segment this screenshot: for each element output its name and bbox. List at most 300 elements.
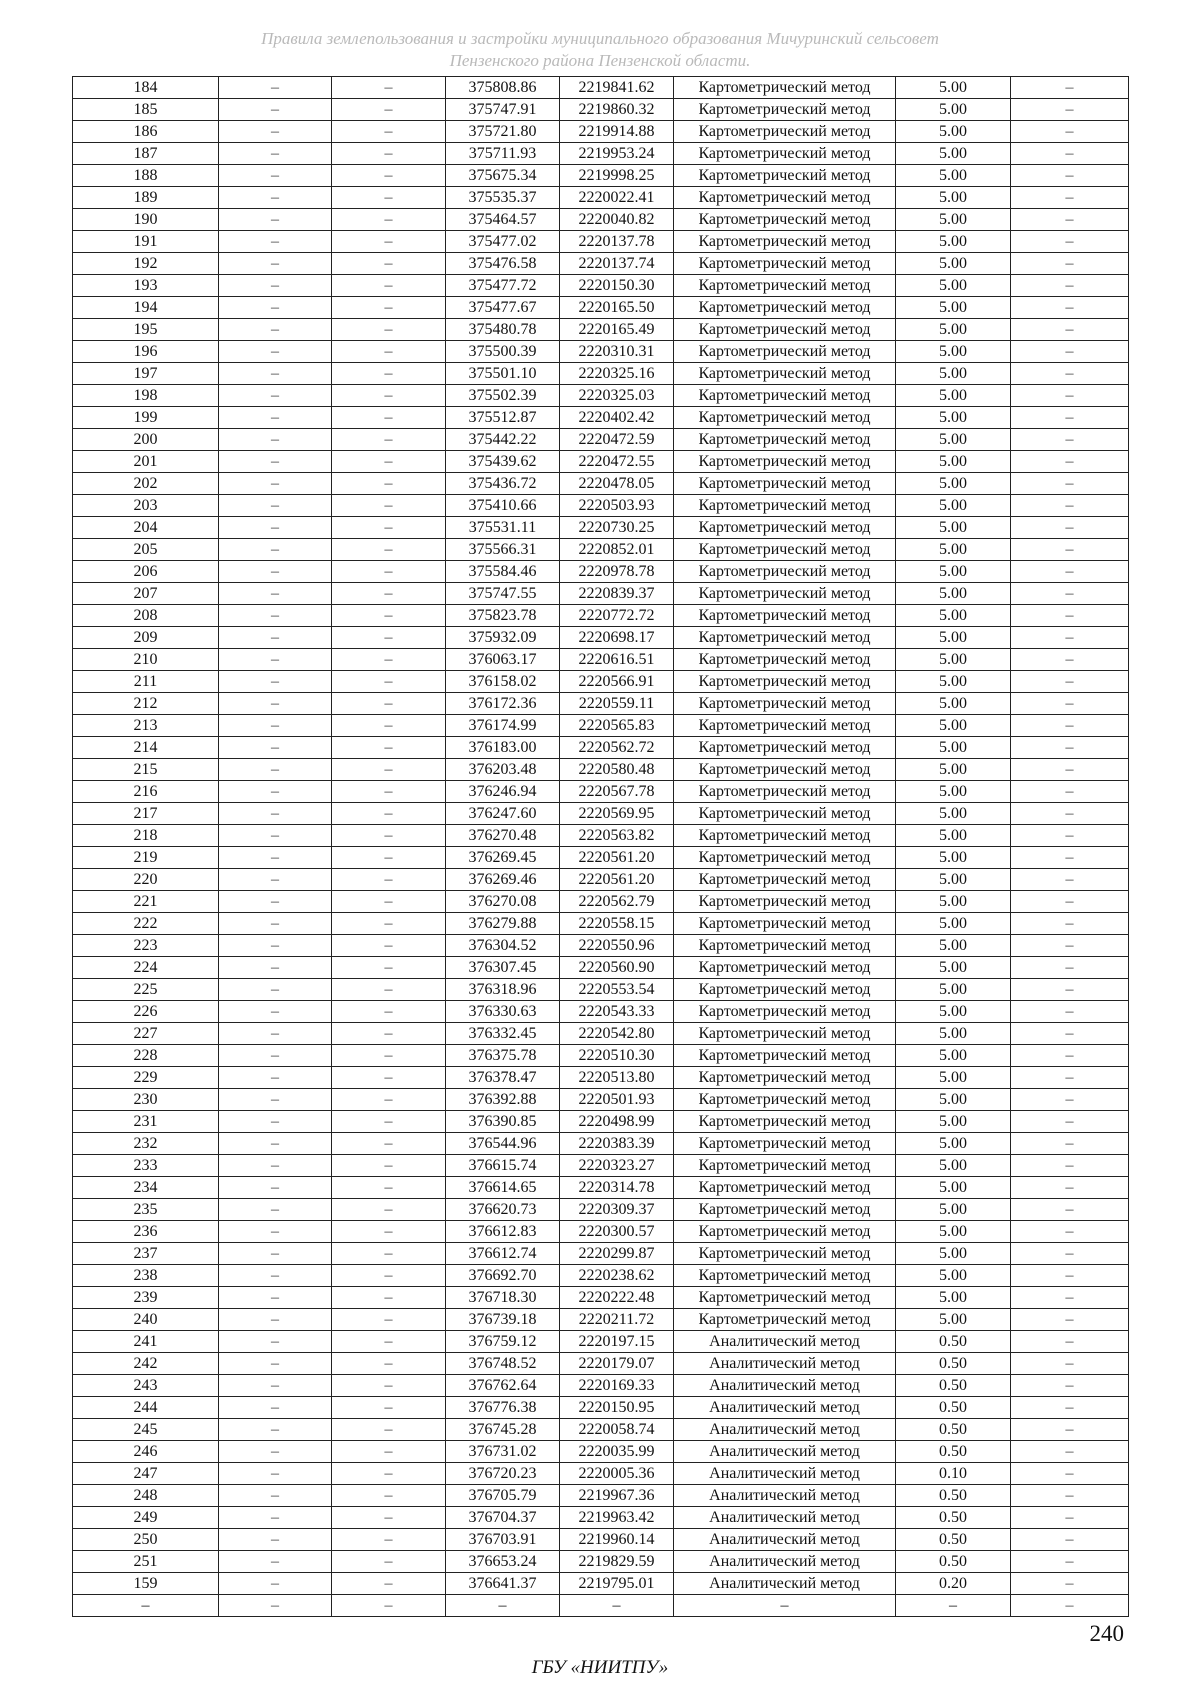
table-row [73, 715, 1129, 737]
empty-cell: – [219, 1023, 332, 1045]
method-cell: Картометрический метод [674, 803, 896, 825]
point-number-cell: 195 [73, 319, 219, 341]
point-number-cell: 245 [73, 1419, 219, 1441]
x-coordinate-cell: 375512.87 [446, 407, 560, 429]
empty-cell: – [1011, 1111, 1129, 1133]
accuracy-cell: 5.00 [896, 143, 1011, 165]
y-coordinate-cell: 2220472.59 [560, 429, 674, 451]
method-cell: Аналитический метод [674, 1419, 896, 1441]
accuracy-cell: 5.00 [896, 1155, 1011, 1177]
method-cell: Картометрический метод [674, 1309, 896, 1331]
empty-cell: – [332, 1595, 446, 1617]
y-coordinate-cell: 2220561.20 [560, 869, 674, 891]
method-cell: Картометрический метод [674, 957, 896, 979]
table-row [73, 1463, 1129, 1485]
table-row [73, 165, 1129, 187]
x-coordinate-cell: 375808.86 [446, 77, 560, 99]
table-row [73, 1199, 1129, 1221]
x-coordinate-cell: 376174.99 [446, 715, 560, 737]
accuracy-cell: 5.00 [896, 583, 1011, 605]
point-number-cell: 220 [73, 869, 219, 891]
empty-cell: – [219, 913, 332, 935]
empty-cell: – [219, 847, 332, 869]
empty-cell: – [1011, 1353, 1129, 1375]
method-cell: Картометрический метод [674, 99, 896, 121]
empty-cell: – [332, 319, 446, 341]
empty-cell: – [219, 275, 332, 297]
point-number-cell: 226 [73, 1001, 219, 1023]
empty-cell: – [332, 825, 446, 847]
table-row [73, 1111, 1129, 1133]
x-coordinate-cell: 376183.00 [446, 737, 560, 759]
accuracy-cell: 5.00 [896, 1177, 1011, 1199]
y-coordinate-cell: 2220558.15 [560, 913, 674, 935]
x-coordinate-cell: 375721.80 [446, 121, 560, 143]
y-coordinate-cell: 2220543.33 [560, 1001, 674, 1023]
point-number-cell: 207 [73, 583, 219, 605]
table-row [73, 583, 1129, 605]
method-cell: Картометрический метод [674, 979, 896, 1001]
empty-cell: – [1011, 1243, 1129, 1265]
table-row [73, 1375, 1129, 1397]
accuracy-cell: 5.00 [896, 297, 1011, 319]
empty-cell: – [332, 1067, 446, 1089]
point-number-cell: 225 [73, 979, 219, 1001]
x-coordinate-cell: 375711.93 [446, 143, 560, 165]
accuracy-cell: 0.20 [896, 1573, 1011, 1595]
table-row [73, 913, 1129, 935]
x-coordinate-cell: 376246.94 [446, 781, 560, 803]
method-cell: Картометрический метод [674, 891, 896, 913]
x-coordinate-cell: 376692.70 [446, 1265, 560, 1287]
method-cell: Аналитический метод [674, 1463, 896, 1485]
empty-cell: – [1011, 473, 1129, 495]
point-number-cell: 203 [73, 495, 219, 517]
accuracy-cell: 5.00 [896, 319, 1011, 341]
table-row [73, 1397, 1129, 1419]
point-number-cell: 187 [73, 143, 219, 165]
empty-cell: – [1011, 957, 1129, 979]
y-coordinate-cell: 2220560.90 [560, 957, 674, 979]
accuracy-cell: 5.00 [896, 1089, 1011, 1111]
accuracy-cell: 5.00 [896, 187, 1011, 209]
empty-cell: – [1011, 1089, 1129, 1111]
empty-cell: – [332, 473, 446, 495]
y-coordinate-cell: 2220565.83 [560, 715, 674, 737]
method-cell: Картометрический метод [674, 473, 896, 495]
empty-cell: – [1011, 693, 1129, 715]
accuracy-cell: 0.50 [896, 1419, 1011, 1441]
accuracy-cell: 5.00 [896, 891, 1011, 913]
empty-cell: – [219, 319, 332, 341]
empty-cell: – [1011, 1529, 1129, 1551]
accuracy-cell: 0.10 [896, 1463, 1011, 1485]
y-coordinate-cell: 2220567.78 [560, 781, 674, 803]
x-coordinate-cell: 376270.48 [446, 825, 560, 847]
method-cell: Картометрический метод [674, 1133, 896, 1155]
point-number-cell: 191 [73, 231, 219, 253]
method-cell: Аналитический метод [674, 1529, 896, 1551]
y-coordinate-cell: 2220150.30 [560, 275, 674, 297]
empty-cell: – [219, 1177, 332, 1199]
empty-cell: – [219, 1287, 332, 1309]
y-coordinate-cell: 2219967.36 [560, 1485, 674, 1507]
table-row [73, 363, 1129, 385]
x-coordinate-cell: 376269.45 [446, 847, 560, 869]
empty-cell: – [332, 803, 446, 825]
accuracy-cell: 0.50 [896, 1397, 1011, 1419]
empty-cell: – [219, 561, 332, 583]
method-cell: Картометрический метод [674, 231, 896, 253]
empty-cell: – [219, 715, 332, 737]
empty-cell: – [332, 341, 446, 363]
accuracy-cell: 5.00 [896, 539, 1011, 561]
table-row [73, 1221, 1129, 1243]
table-row [73, 385, 1129, 407]
x-coordinate-cell: 376745.28 [446, 1419, 560, 1441]
accuracy-cell: 5.00 [896, 451, 1011, 473]
x-coordinate-cell: 376247.60 [446, 803, 560, 825]
x-coordinate-cell: 376653.24 [446, 1551, 560, 1573]
table-row [73, 1551, 1129, 1573]
y-coordinate-cell: 2220150.95 [560, 1397, 674, 1419]
empty-cell: – [332, 1375, 446, 1397]
empty-cell: – [1011, 253, 1129, 275]
empty-cell: – [332, 1089, 446, 1111]
method-cell: Картометрический метод [674, 715, 896, 737]
point-number-cell: 251 [73, 1551, 219, 1573]
x-coordinate-cell: 376776.38 [446, 1397, 560, 1419]
x-coordinate-cell: 375410.66 [446, 495, 560, 517]
accuracy-cell: 0.50 [896, 1331, 1011, 1353]
point-number-cell: 236 [73, 1221, 219, 1243]
empty-cell: – [1011, 1485, 1129, 1507]
accuracy-cell: 5.00 [896, 1133, 1011, 1155]
empty-cell: – [1011, 363, 1129, 385]
y-coordinate-cell: 2220503.93 [560, 495, 674, 517]
empty-cell: – [219, 253, 332, 275]
x-coordinate-cell: 375932.09 [446, 627, 560, 649]
empty-cell: – [332, 715, 446, 737]
point-number-cell: 229 [73, 1067, 219, 1089]
empty-cell: – [1011, 165, 1129, 187]
accuracy-cell: 5.00 [896, 979, 1011, 1001]
point-number-cell: 241 [73, 1331, 219, 1353]
point-number-cell: 216 [73, 781, 219, 803]
empty-cell: – [1011, 561, 1129, 583]
y-coordinate-cell: 2220005.36 [560, 1463, 674, 1485]
empty-cell: – [332, 407, 446, 429]
method-cell: Картометрический метод [674, 1067, 896, 1089]
x-coordinate-cell: 375477.02 [446, 231, 560, 253]
method-cell: Картометрический метод [674, 869, 896, 891]
table-row [73, 891, 1129, 913]
x-coordinate-cell: 376620.73 [446, 1199, 560, 1221]
method-cell: Картометрический метод [674, 1287, 896, 1309]
accuracy-cell: 0.50 [896, 1507, 1011, 1529]
empty-cell: – [332, 1309, 446, 1331]
accuracy-cell: 5.00 [896, 649, 1011, 671]
y-coordinate-cell: 2219860.32 [560, 99, 674, 121]
empty-cell: – [1011, 1397, 1129, 1419]
empty-cell: – [1011, 1199, 1129, 1221]
empty-cell: – [1011, 275, 1129, 297]
y-coordinate-cell: 2220478.05 [560, 473, 674, 495]
accuracy-cell: 0.50 [896, 1485, 1011, 1507]
table-row [73, 99, 1129, 121]
x-coordinate-cell: 376615.74 [446, 1155, 560, 1177]
point-number-cell: 243 [73, 1375, 219, 1397]
empty-cell: – [219, 209, 332, 231]
y-coordinate-cell: – [560, 1595, 674, 1617]
point-number-cell: 197 [73, 363, 219, 385]
accuracy-cell: 5.00 [896, 231, 1011, 253]
empty-cell: – [219, 297, 332, 319]
accuracy-cell: 0.50 [896, 1441, 1011, 1463]
empty-cell: – [1011, 847, 1129, 869]
point-number-cell: 238 [73, 1265, 219, 1287]
empty-cell: – [332, 1133, 446, 1155]
empty-cell: – [332, 935, 446, 957]
empty-cell: – [219, 1045, 332, 1067]
accuracy-cell: 5.00 [896, 209, 1011, 231]
method-cell: Картометрический метод [674, 561, 896, 583]
table-row [73, 1023, 1129, 1045]
accuracy-cell: 5.00 [896, 495, 1011, 517]
empty-cell: – [332, 671, 446, 693]
empty-cell: – [219, 1133, 332, 1155]
y-coordinate-cell: 2220325.16 [560, 363, 674, 385]
table-row [73, 209, 1129, 231]
point-number-cell: 250 [73, 1529, 219, 1551]
accuracy-cell: 5.00 [896, 825, 1011, 847]
empty-cell: – [332, 1001, 446, 1023]
x-coordinate-cell: 376318.96 [446, 979, 560, 1001]
y-coordinate-cell: 2220325.03 [560, 385, 674, 407]
accuracy-cell: 5.00 [896, 671, 1011, 693]
table-row [73, 539, 1129, 561]
x-coordinate-cell: 376704.37 [446, 1507, 560, 1529]
point-number-cell: 188 [73, 165, 219, 187]
table-row [73, 803, 1129, 825]
method-cell: Картометрический метод [674, 275, 896, 297]
table-row [73, 121, 1129, 143]
point-number-cell: 248 [73, 1485, 219, 1507]
x-coordinate-cell: 375439.62 [446, 451, 560, 473]
x-coordinate-cell: 376720.23 [446, 1463, 560, 1485]
point-number-cell: 200 [73, 429, 219, 451]
method-cell: Картометрический метод [674, 913, 896, 935]
y-coordinate-cell: 2220165.50 [560, 297, 674, 319]
method-cell: Картометрический метод [674, 539, 896, 561]
point-number-cell: 199 [73, 407, 219, 429]
point-number-cell: – [73, 1595, 219, 1617]
method-cell: Картометрический метод [674, 1221, 896, 1243]
table-row [73, 407, 1129, 429]
y-coordinate-cell: 2219998.25 [560, 165, 674, 187]
table-row [73, 671, 1129, 693]
empty-cell: – [219, 627, 332, 649]
accuracy-cell: 5.00 [896, 517, 1011, 539]
accuracy-cell: 5.00 [896, 605, 1011, 627]
table-row [73, 1485, 1129, 1507]
y-coordinate-cell: 2220559.11 [560, 693, 674, 715]
empty-cell: – [219, 781, 332, 803]
table-row [73, 781, 1129, 803]
y-coordinate-cell: 2220730.25 [560, 517, 674, 539]
y-coordinate-cell: 2220402.42 [560, 407, 674, 429]
empty-cell: – [332, 1265, 446, 1287]
table-row [73, 825, 1129, 847]
empty-cell: – [219, 187, 332, 209]
x-coordinate-cell: 376748.52 [446, 1353, 560, 1375]
empty-cell: – [219, 693, 332, 715]
empty-cell: – [219, 1353, 332, 1375]
method-cell: Картометрический метод [674, 583, 896, 605]
empty-cell: – [219, 539, 332, 561]
empty-cell: – [1011, 1441, 1129, 1463]
empty-cell: – [332, 1419, 446, 1441]
method-cell: Картометрический метод [674, 693, 896, 715]
empty-cell: – [219, 165, 332, 187]
table-row [73, 1155, 1129, 1177]
point-number-cell: 239 [73, 1287, 219, 1309]
empty-cell: – [332, 275, 446, 297]
accuracy-cell: 5.00 [896, 1067, 1011, 1089]
empty-cell: – [219, 1463, 332, 1485]
empty-cell: – [1011, 583, 1129, 605]
method-cell: Картометрический метод [674, 737, 896, 759]
empty-cell: – [1011, 451, 1129, 473]
coordinates-table-body [73, 77, 1129, 1617]
point-number-cell: 218 [73, 825, 219, 847]
empty-cell: – [219, 583, 332, 605]
accuracy-cell: 5.00 [896, 473, 1011, 495]
empty-cell: – [219, 231, 332, 253]
table-row [73, 1001, 1129, 1023]
x-coordinate-cell: 375531.11 [446, 517, 560, 539]
method-cell: Картометрический метод [674, 385, 896, 407]
point-number-cell: 237 [73, 1243, 219, 1265]
y-coordinate-cell: 2219963.42 [560, 1507, 674, 1529]
accuracy-cell: 5.00 [896, 913, 1011, 935]
method-cell: Картометрический метод [674, 671, 896, 693]
x-coordinate-cell: 376731.02 [446, 1441, 560, 1463]
point-number-cell: 184 [73, 77, 219, 99]
empty-cell: – [1011, 1573, 1129, 1595]
empty-cell: – [1011, 869, 1129, 891]
accuracy-cell: 5.00 [896, 957, 1011, 979]
y-coordinate-cell: 2220383.39 [560, 1133, 674, 1155]
empty-cell: – [1011, 1045, 1129, 1067]
x-coordinate-cell: 376759.12 [446, 1331, 560, 1353]
point-number-cell: 194 [73, 297, 219, 319]
point-number-cell: 198 [73, 385, 219, 407]
method-cell: Картометрический метод [674, 1089, 896, 1111]
x-coordinate-cell: – [446, 1595, 560, 1617]
empty-cell: – [1011, 1155, 1129, 1177]
y-coordinate-cell: 2220562.79 [560, 891, 674, 913]
point-number-cell: 201 [73, 451, 219, 473]
empty-cell: – [1011, 319, 1129, 341]
point-number-cell: 211 [73, 671, 219, 693]
point-number-cell: 190 [73, 209, 219, 231]
y-coordinate-cell: 2220197.15 [560, 1331, 674, 1353]
method-cell: Картометрический метод [674, 1001, 896, 1023]
method-cell: Аналитический метод [674, 1507, 896, 1529]
x-coordinate-cell: 375535.37 [446, 187, 560, 209]
x-coordinate-cell: 376158.02 [446, 671, 560, 693]
empty-cell: – [1011, 715, 1129, 737]
empty-cell: – [332, 759, 446, 781]
table-row [73, 605, 1129, 627]
y-coordinate-cell: 2220566.91 [560, 671, 674, 693]
method-cell: Картометрический метод [674, 253, 896, 275]
table-row [73, 649, 1129, 671]
empty-cell: – [332, 385, 446, 407]
empty-cell: – [219, 1155, 332, 1177]
x-coordinate-cell: 376392.88 [446, 1089, 560, 1111]
point-number-cell: 213 [73, 715, 219, 737]
table-row [73, 935, 1129, 957]
x-coordinate-cell: 376612.74 [446, 1243, 560, 1265]
empty-cell: – [1011, 1595, 1129, 1617]
empty-cell: – [332, 451, 446, 473]
empty-cell: – [219, 1595, 332, 1617]
y-coordinate-cell: 2220165.49 [560, 319, 674, 341]
x-coordinate-cell: 375477.67 [446, 297, 560, 319]
method-cell: Картометрический метод [674, 1111, 896, 1133]
empty-cell: – [1011, 825, 1129, 847]
empty-cell: – [219, 1199, 332, 1221]
accuracy-cell: 5.00 [896, 1111, 1011, 1133]
y-coordinate-cell: 2220222.48 [560, 1287, 674, 1309]
empty-cell: – [219, 121, 332, 143]
y-coordinate-cell: 2220553.54 [560, 979, 674, 1001]
empty-cell: – [219, 1551, 332, 1573]
accuracy-cell: 5.00 [896, 935, 1011, 957]
table-row [73, 1045, 1129, 1067]
y-coordinate-cell: 2220569.95 [560, 803, 674, 825]
method-cell: Картометрический метод [674, 825, 896, 847]
y-coordinate-cell: 2220839.37 [560, 583, 674, 605]
empty-cell: – [219, 605, 332, 627]
method-cell: Картометрический метод [674, 495, 896, 517]
empty-cell: – [219, 1001, 332, 1023]
empty-cell: – [332, 693, 446, 715]
point-number-cell: 223 [73, 935, 219, 957]
accuracy-cell: 5.00 [896, 1199, 1011, 1221]
y-coordinate-cell: 2220238.62 [560, 1265, 674, 1287]
table-row [73, 1265, 1129, 1287]
method-cell: Картометрический метод [674, 1243, 896, 1265]
empty-cell: – [1011, 605, 1129, 627]
accuracy-cell: 5.00 [896, 1265, 1011, 1287]
empty-cell: – [332, 1441, 446, 1463]
empty-cell: – [1011, 517, 1129, 539]
point-number-cell: 186 [73, 121, 219, 143]
y-coordinate-cell: 2220179.07 [560, 1353, 674, 1375]
empty-cell: – [1011, 737, 1129, 759]
empty-cell: – [219, 649, 332, 671]
empty-cell: – [332, 1221, 446, 1243]
y-coordinate-cell: 2220022.41 [560, 187, 674, 209]
point-number-cell: 159 [73, 1573, 219, 1595]
y-coordinate-cell: 2220309.37 [560, 1199, 674, 1221]
x-coordinate-cell: 375436.72 [446, 473, 560, 495]
empty-cell: – [219, 1397, 332, 1419]
empty-cell: – [219, 385, 332, 407]
